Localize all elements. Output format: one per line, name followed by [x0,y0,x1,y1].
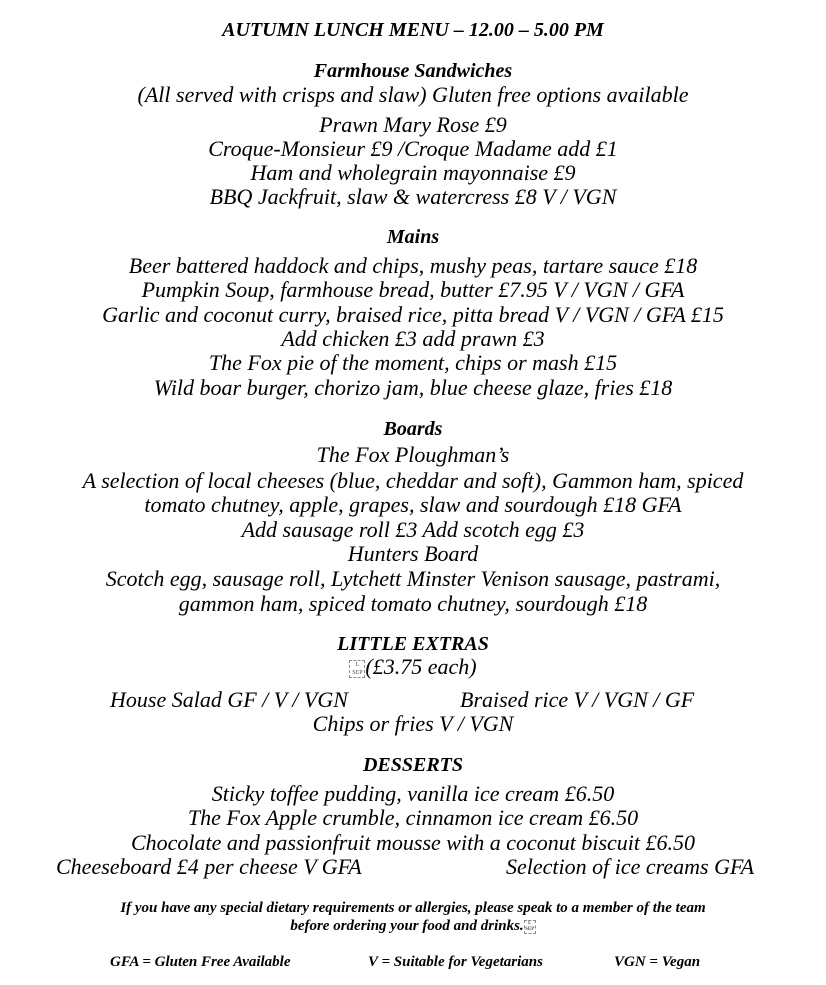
legend-vgn: VGN = Vegan [614,954,701,970]
menu-item: Scotch egg, sausage roll, Lytchett Minster Venison sausage, pastrami, [105,566,721,591]
extras-price: (£3.75 each) [365,654,477,679]
boards-heading: Boards [383,418,443,440]
allergy-notice-2 [0,917,826,935]
mains-heading: Mains [386,226,440,248]
menu-item: House Salad GF / V / VGN [110,687,348,712]
menu-item: Sticky toffee pudding, vanilla ice cream £6.50 [211,781,615,806]
placeholder-glyph-icon: L SEP [525,920,535,932]
legend-gfa: GFA = Gluten Free Available [110,954,291,970]
menu-item: Hunters Board [347,541,479,566]
menu-item: Ham and wholegrain mayonnaise £9 [250,160,576,185]
menu-item: Croque-Monsieur £9 /Croque Madame add £1 [208,136,618,161]
menu-item: A selection of local cheeses (blue, cheddar and soft), Gammon ham, spiced [82,468,744,493]
allergy-notice: If you have any special dietary requirements or allergies, please speak to a member of the team [120,900,706,916]
menu-item: Braised rice V / VGN / GF [460,687,695,712]
menu-item: Prawn Mary Rose £9 [319,112,507,137]
menu-item: Garlic and coconut curry, braised rice, pitta bread V / VGN / GFA £15 [102,302,724,327]
menu-item: The Fox Apple crumble, cinnamon ice cream £6.50 [187,805,639,830]
placeholder-glyph-icon: L SEP [349,660,365,678]
menu-item: Pumpkin Soup, farmhouse bread, butter £7.95 V / VGN / GFA [141,277,685,302]
menu-item: tomato chutney, apple, grapes, slaw and sourdough £18 GFA [144,492,682,517]
legend-v: V = Suitable for Vegetarians [368,954,543,970]
extras-heading: LITTLE EXTRAS [337,633,489,655]
extras-price-line [0,655,826,679]
menu-item: Add sausage roll £3 Add scotch egg £3 [241,517,585,542]
menu-item: Add chicken £3 add prawn £3 [281,326,545,351]
menu-title: AUTUMN LUNCH MENU – 12.00 – 5.00 PM [222,19,604,41]
menu-item: Cheeseboard £4 per cheese V GFA [56,854,362,879]
menu-item: Chocolate and passionfruit mousse with a coconut biscuit £6.50 [130,830,696,855]
menu-item: The Fox Ploughman’s [316,442,510,467]
sandwiches-heading: Farmhouse Sandwiches [313,60,513,82]
menu-item: Chips or fries V / VGN [312,711,514,736]
menu-item: Beer battered haddock and chips, mushy peas, tartare sauce £18 [128,253,698,278]
desserts-heading: DESSERTS [362,754,464,776]
menu-item: Wild boar burger, chorizo jam, blue cheese glaze, fries £18 [153,375,673,400]
menu-item: The Fox pie of the moment, chips or mash £15 [208,350,618,375]
menu-item: Selection of ice creams GFA [506,854,755,879]
menu-item: gammon ham, spiced tomato chutney, sourdough £18 [178,591,648,616]
allergy-notice-text: before ordering your food and drinks. [290,918,524,934]
sandwiches-note: (All served with crisps and slaw) Gluten free options available [137,82,689,107]
menu-item: BBQ Jackfruit, slaw & watercress £8 V / VGN [209,184,617,209]
